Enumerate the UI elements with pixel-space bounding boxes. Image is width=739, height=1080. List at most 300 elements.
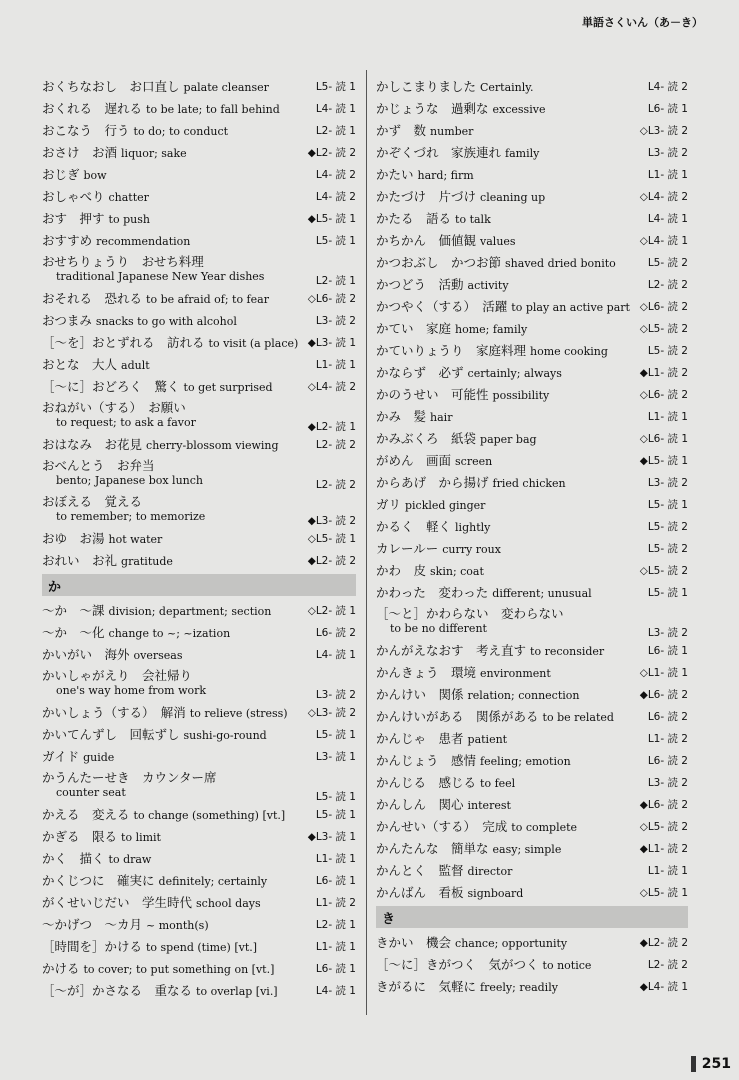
- index-entry: [376, 662, 688, 684]
- entry-reading: がくせいじだい: [42, 895, 130, 910]
- index-entry: [42, 456, 356, 492]
- entry-meaning: hot water: [108, 533, 163, 546]
- entry-meaning: to overlap [vi.]: [196, 985, 278, 998]
- entry-meaning: to be no different: [390, 622, 487, 635]
- entry-meaning: to visit (a place): [208, 337, 299, 350]
- index-entry: [42, 980, 356, 1002]
- entry-reading: ～か: [42, 625, 68, 640]
- entry-reading: かじょうな: [376, 101, 439, 116]
- entry-meaning: to complete: [511, 821, 578, 834]
- entry-kanji: 重なる: [154, 983, 193, 998]
- entry-reading: カレールー: [376, 541, 439, 556]
- lesson-reference: L3- 読 2: [644, 475, 688, 490]
- entry-reading: おとな: [42, 357, 80, 372]
- lesson-reference: L6- 読 1: [312, 961, 356, 976]
- lesson-reference: L5- 読 2: [644, 343, 688, 358]
- entry-kanji: おせち料理: [141, 254, 204, 269]
- index-entry: [42, 164, 356, 186]
- entry-meaning: adult: [121, 359, 150, 372]
- entry-meaning: chance; opportunity: [455, 937, 568, 950]
- entry-meaning: to do; to conduct: [133, 125, 229, 138]
- entry-kanji: 解消: [160, 705, 186, 720]
- index-entry: [376, 120, 688, 142]
- entry-kanji: 大人: [92, 357, 118, 372]
- entry-meaning: counter seat: [56, 786, 126, 799]
- entry-reading: おじぎ: [42, 167, 80, 182]
- entry-line: [42, 683, 356, 698]
- entry-kanji: 気軽に: [438, 979, 477, 994]
- lesson-reference: ◆L2- 読 2: [304, 553, 356, 568]
- lesson-reference: ◇L3- 読 2: [636, 123, 688, 138]
- index-entry: [42, 310, 356, 332]
- index-entry: [376, 684, 688, 706]
- entry-meaning: to limit: [121, 831, 161, 844]
- entry-line: [42, 357, 356, 373]
- lesson-reference: L5- 読 1: [644, 585, 688, 600]
- lesson-reference: L1- 読 1: [644, 409, 688, 424]
- entry-reading: おそれる: [42, 291, 93, 306]
- lesson-reference: L1- 読 1: [312, 357, 356, 372]
- entry-kanji: 可能性: [451, 387, 489, 402]
- entry-kanji: 活動: [438, 277, 464, 292]
- entry-kanji: お願い: [148, 400, 186, 415]
- entry-meaning: director: [467, 865, 513, 878]
- entry-reading: かならず: [376, 365, 427, 380]
- entry-line: [42, 79, 356, 95]
- lesson-reference: L2- 読 2: [312, 477, 356, 492]
- entry-reading: おはなみ: [42, 437, 93, 452]
- index-entry: [42, 98, 356, 120]
- entry-meaning: interest: [467, 799, 511, 812]
- lesson-reference: L3- 読 2: [644, 625, 688, 640]
- entry-kanji: 学生時代: [142, 895, 193, 910]
- index-entry: [42, 376, 356, 398]
- lesson-reference: ◆L4- 読 1: [636, 979, 688, 994]
- entry-kanji: 完成: [482, 819, 508, 834]
- index-entry: [376, 274, 688, 296]
- entry-reading: かぎる: [42, 829, 80, 844]
- lesson-reference: L3- 読 2: [312, 687, 356, 702]
- entry-meaning: excessive: [492, 103, 546, 116]
- lesson-reference: L2- 読 2: [312, 437, 356, 452]
- entry-kanji: かつお節: [451, 255, 502, 270]
- entry-kanji: 変える: [92, 807, 130, 822]
- entry-reading: かちかん: [376, 233, 427, 248]
- index-entry: [376, 318, 688, 340]
- entry-meaning: to push: [108, 213, 150, 226]
- entry-kanji: 家庭: [426, 321, 452, 336]
- index-entry: [42, 492, 356, 528]
- entry-kanji: 監督: [438, 863, 464, 878]
- lesson-reference: L5- 読 1: [312, 233, 356, 248]
- lesson-reference: ◇L4- 読 2: [636, 189, 688, 204]
- entry-kanji: 環境: [451, 665, 477, 680]
- entry-meaning: cherry-blossom viewing: [146, 439, 279, 452]
- entry-line: [42, 269, 356, 284]
- entry-kanji: 気がつく: [488, 957, 539, 972]
- index-entry: [376, 794, 688, 816]
- index-entry: [376, 450, 688, 472]
- entry-reading: きがるに: [376, 979, 427, 994]
- entry-meaning: different; unusual: [492, 587, 592, 600]
- entry-meaning: to be afraid of; to fear: [146, 293, 269, 306]
- entry-kanji: 感じる: [438, 775, 477, 790]
- entry-reading: かんがえなおす: [376, 643, 464, 658]
- lesson-reference: L5- 読 1: [312, 79, 356, 94]
- index-entry: [42, 288, 356, 310]
- lesson-reference: ◇L6- 読 2: [304, 291, 356, 306]
- entry-line: [376, 211, 688, 227]
- lesson-reference: ◇L5- 読 2: [636, 321, 688, 336]
- entry-meaning: to remember; to memorize: [56, 510, 206, 523]
- index-entry: [376, 384, 688, 406]
- entry-meaning: palate cleanser: [183, 81, 269, 94]
- entry-meaning: traditional Japanese New Year dishes: [56, 270, 265, 283]
- entry-meaning: shaved dried bonito: [505, 257, 616, 270]
- lesson-reference: L5- 読 2: [644, 255, 688, 270]
- entry-reading: かいしょう（する）: [42, 705, 149, 720]
- entry-reading: おこなう: [42, 123, 93, 138]
- entry-meaning: recommendation: [96, 235, 191, 248]
- entry-line: [376, 775, 688, 791]
- entry-reading: かんけいがある: [376, 709, 464, 724]
- entry-meaning: home; family: [455, 323, 528, 336]
- entry-reading: ガリ: [376, 497, 402, 512]
- index-entry: [42, 746, 356, 768]
- lesson-reference: ◆L2- 読 2: [636, 935, 688, 950]
- entry-kanji: ～課: [79, 603, 105, 618]
- entry-meaning: chatter: [108, 191, 149, 204]
- index-entry: [42, 936, 356, 958]
- left-column: [42, 76, 356, 1002]
- entry-line: [376, 409, 688, 425]
- entry-kanji: 海外: [104, 647, 130, 662]
- lesson-reference: L1- 読 1: [644, 863, 688, 878]
- lesson-reference: L5- 読 1: [312, 789, 356, 804]
- entry-kanji: 画面: [426, 453, 452, 468]
- index-entry: [376, 98, 688, 120]
- lesson-reference: ◆L5- 読 1: [636, 453, 688, 468]
- entry-meaning: patient: [467, 733, 508, 746]
- lesson-reference: L6- 読 1: [644, 101, 688, 116]
- entry-reading: かていりょうり: [376, 343, 464, 358]
- entry-meaning: family: [505, 147, 540, 160]
- index-entry: [376, 816, 688, 838]
- lesson-reference: L2- 読 1: [312, 273, 356, 288]
- lesson-reference: L6- 読 2: [312, 625, 356, 640]
- entry-meaning: curry roux: [442, 543, 501, 556]
- index-entry: [42, 958, 356, 980]
- entry-reading: かえる: [42, 807, 80, 822]
- entry-reading: かんじょう: [376, 753, 439, 768]
- index-entry: [42, 848, 356, 870]
- entry-reading: かんせい（する）: [376, 819, 470, 834]
- index-entry: [42, 398, 356, 434]
- index-entry: [376, 976, 688, 998]
- entry-line: [42, 727, 356, 743]
- index-entry: [42, 826, 356, 848]
- entry-meaning: signboard: [467, 887, 524, 900]
- entry-meaning: to spend (time) [vt.]: [146, 941, 258, 954]
- entry-reading: ～か: [42, 603, 68, 618]
- entry-meaning: school days: [196, 897, 261, 910]
- entry-meaning: to request; to ask a favor: [56, 416, 196, 429]
- entry-reading: かてい: [376, 321, 414, 336]
- entry-reading: かんけい: [376, 687, 427, 702]
- entry-kanji: お花見: [104, 437, 143, 452]
- entry-kanji: 驚く: [154, 379, 180, 394]
- entry-reading: ～かげつ: [42, 917, 93, 932]
- index-entry: [42, 914, 356, 936]
- index-entry: [376, 230, 688, 252]
- entry-kanji: 紙袋: [451, 431, 477, 446]
- entry-line: [42, 437, 356, 453]
- lesson-reference: ◆L5- 読 1: [304, 211, 356, 226]
- entry-meaning: freely; readily: [480, 981, 558, 994]
- entry-kanji: 片づけ: [438, 189, 477, 204]
- index-entry: [376, 208, 688, 230]
- lesson-reference: L6- 読 1: [312, 873, 356, 888]
- entry-meaning: one's way home from work: [56, 684, 207, 697]
- lesson-reference: L3- 読 2: [644, 145, 688, 160]
- entry-line: [42, 101, 356, 117]
- index-entry: [42, 434, 356, 456]
- lesson-reference: ◆L3- 読 1: [304, 829, 356, 844]
- index-entry: [42, 666, 356, 702]
- entry-meaning: paper bag: [480, 433, 537, 446]
- entry-meaning: to feel: [480, 777, 516, 790]
- section-header: か: [42, 574, 356, 596]
- page-number: 251: [691, 1056, 731, 1072]
- entry-meaning: Certainly.: [480, 81, 534, 94]
- entry-kanji: お弁当: [117, 458, 155, 473]
- entry-reading: おつまみ: [42, 313, 92, 328]
- entry-reading: おすすめ: [42, 233, 93, 248]
- entry-reading: ［～と］かわらない: [376, 606, 489, 621]
- index-entry: [376, 772, 688, 794]
- entry-meaning: to cover; to put something on [vt.]: [83, 963, 275, 976]
- entry-reading: かのうせい: [376, 387, 439, 402]
- entry-line: [376, 519, 688, 535]
- lesson-reference: ◇L2- 読 1: [304, 603, 356, 618]
- entry-reading: かつおぶし: [376, 255, 439, 270]
- lesson-reference: L1- 読 1: [644, 167, 688, 182]
- lesson-reference: L5- 読 2: [644, 541, 688, 556]
- entry-reading: かつやく（する）: [376, 299, 470, 314]
- entry-line: [376, 79, 688, 95]
- index-entry: [42, 804, 356, 826]
- lesson-reference: ◆L1- 読 2: [636, 365, 688, 380]
- index-entry: [376, 932, 688, 954]
- entry-reading: おべんとう: [42, 458, 105, 473]
- lesson-reference: ◇L6- 読 1: [636, 431, 688, 446]
- index-entry: [376, 516, 688, 538]
- entry-line: [376, 731, 688, 747]
- index-entry: [42, 702, 356, 724]
- entry-meaning: lightly: [455, 521, 491, 534]
- entry-kanji: ～化: [79, 625, 105, 640]
- entry-meaning: guide: [83, 751, 115, 764]
- lesson-reference: ◇L3- 読 2: [304, 705, 356, 720]
- entry-line: [42, 851, 356, 867]
- entry-reading: かんきょう: [376, 665, 439, 680]
- entry-meaning: change to ~; ~ization: [108, 627, 231, 640]
- index-entry: [42, 622, 356, 644]
- index-entry: [376, 640, 688, 662]
- entry-line: [42, 939, 356, 955]
- entry-meaning: relation; connection: [467, 689, 580, 702]
- index-entry: [42, 252, 356, 288]
- entry-line: [42, 252, 356, 269]
- entry-line: [42, 917, 356, 933]
- lesson-reference: L1- 読 1: [312, 851, 356, 866]
- entry-meaning: certainly; always: [467, 367, 562, 380]
- entry-meaning: to notice: [542, 959, 592, 972]
- lesson-reference: ◇L5- 読 2: [636, 819, 688, 834]
- entry-reading: おゆ: [42, 531, 68, 546]
- entry-reading: かいがい: [42, 647, 93, 662]
- entry-line: [42, 666, 356, 683]
- entry-line: [376, 497, 688, 513]
- entry-line: [376, 343, 688, 359]
- entry-line: [376, 643, 688, 659]
- lesson-reference: L2- 読 2: [644, 277, 688, 292]
- entry-kanji: 考え直す: [476, 643, 527, 658]
- entry-kanji: 限る: [92, 829, 118, 844]
- entry-kanji: 押す: [79, 211, 105, 226]
- lesson-reference: ◇L4- 読 1: [636, 233, 688, 248]
- entry-meaning: hair: [430, 411, 453, 424]
- lesson-reference: L6- 読 1: [644, 643, 688, 658]
- entry-reading: かみぶくろ: [376, 431, 439, 446]
- entry-line: [42, 873, 356, 889]
- index-entry: [42, 230, 356, 252]
- entry-kanji: 回転ずし: [129, 727, 180, 742]
- lesson-reference: ◆L3- 読 1: [304, 335, 356, 350]
- lesson-reference: L6- 読 2: [644, 753, 688, 768]
- index-entry: [42, 186, 356, 208]
- entry-meaning: to draw: [108, 853, 152, 866]
- entry-line: [376, 145, 688, 161]
- lesson-reference: ◆L3- 読 2: [304, 513, 356, 528]
- entry-reading: かんじる: [376, 775, 427, 790]
- entry-line: [42, 895, 356, 911]
- entry-reading: かんたんな: [376, 841, 439, 856]
- entry-kanji: 簡単な: [451, 841, 489, 856]
- right-column: [376, 76, 688, 998]
- lesson-reference: ◆L6- 読 2: [636, 687, 688, 702]
- entry-line: [42, 983, 356, 999]
- index-entry: [42, 644, 356, 666]
- entry-kanji: お酒: [92, 145, 118, 160]
- entry-kanji: 恐れる: [104, 291, 143, 306]
- index-entry: [42, 870, 356, 892]
- entry-kanji: 変わった: [438, 585, 489, 600]
- entry-line: [376, 621, 688, 636]
- entry-meaning: skin; coat: [430, 565, 484, 578]
- entry-reading: かわ: [376, 563, 402, 578]
- page-header: 単語さくいん（あ－き）: [582, 16, 703, 29]
- lesson-reference: ◇L6- 読 2: [636, 387, 688, 402]
- lesson-reference: L6- 読 2: [644, 709, 688, 724]
- entry-kanji: 描く: [79, 851, 105, 866]
- entry-reading: きかい: [376, 935, 414, 950]
- entry-line: [376, 255, 688, 271]
- entry-line: [42, 647, 356, 663]
- entry-reading: かく: [42, 851, 68, 866]
- entry-meaning: values: [480, 235, 516, 248]
- entry-kanji: 関心: [438, 797, 464, 812]
- entry-kanji: お湯: [79, 531, 105, 546]
- entry-line: [376, 541, 688, 557]
- entry-line: [42, 785, 356, 800]
- entry-kanji: 数: [413, 123, 427, 138]
- index-entry: [376, 560, 688, 582]
- index-entry: [376, 406, 688, 428]
- index-entry: [42, 724, 356, 746]
- entry-reading: かるく: [376, 519, 414, 534]
- lesson-reference: ◇L5- 読 1: [304, 531, 356, 546]
- index-entry: [376, 860, 688, 882]
- entry-kanji: 行う: [104, 123, 130, 138]
- entry-reading: ［～を］おとずれる: [42, 335, 155, 350]
- entry-meaning: gratitude: [121, 555, 173, 568]
- index-entry: [376, 252, 688, 274]
- index-entry: [376, 362, 688, 384]
- entry-reading: おさけ: [42, 145, 80, 160]
- entry-reading: おくれる: [42, 101, 93, 116]
- entry-meaning: to get surprised: [183, 381, 273, 394]
- entry-meaning: home cooking: [530, 345, 608, 358]
- lesson-reference: L2- 読 1: [312, 123, 356, 138]
- entry-line: [42, 233, 356, 249]
- entry-reading: がめん: [376, 453, 414, 468]
- index-entry: [376, 882, 688, 904]
- entry-meaning: cleaning up: [480, 191, 546, 204]
- lesson-reference: L4- 読 2: [312, 189, 356, 204]
- entry-kanji: 感情: [451, 753, 477, 768]
- index-entry: [42, 528, 356, 550]
- entry-kanji: 確実に: [117, 873, 155, 888]
- entry-line: [42, 625, 356, 641]
- index-entry: [376, 340, 688, 362]
- entry-reading: おくちなおし: [42, 79, 118, 94]
- entry-reading: からあげ: [376, 475, 427, 490]
- entry-meaning: bento; Japanese box lunch: [56, 474, 203, 487]
- entry-reading: おねがい（する）: [42, 400, 136, 415]
- entry-reading: かくじつに: [42, 873, 105, 888]
- entry-reading: かたる: [376, 211, 414, 226]
- lesson-reference: L4- 読 1: [312, 101, 356, 116]
- lesson-reference: L3- 読 2: [644, 775, 688, 790]
- lesson-reference: L4- 読 2: [312, 167, 356, 182]
- index-entry: [376, 954, 688, 976]
- entry-line: [42, 473, 356, 488]
- index-entry: [376, 706, 688, 728]
- entry-line: [42, 456, 356, 473]
- entry-reading: かず: [376, 123, 402, 138]
- entry-line: [376, 709, 688, 725]
- entry-reading: かつどう: [376, 277, 427, 292]
- entry-meaning: possibility: [492, 389, 550, 402]
- index-entry: [376, 494, 688, 516]
- lesson-reference: ◆L6- 読 2: [636, 797, 688, 812]
- entry-line: [376, 753, 688, 769]
- entry-kanji: 覚える: [104, 494, 143, 509]
- index-entry: [376, 142, 688, 164]
- index-entry: [42, 332, 356, 354]
- index-entry: [376, 76, 688, 98]
